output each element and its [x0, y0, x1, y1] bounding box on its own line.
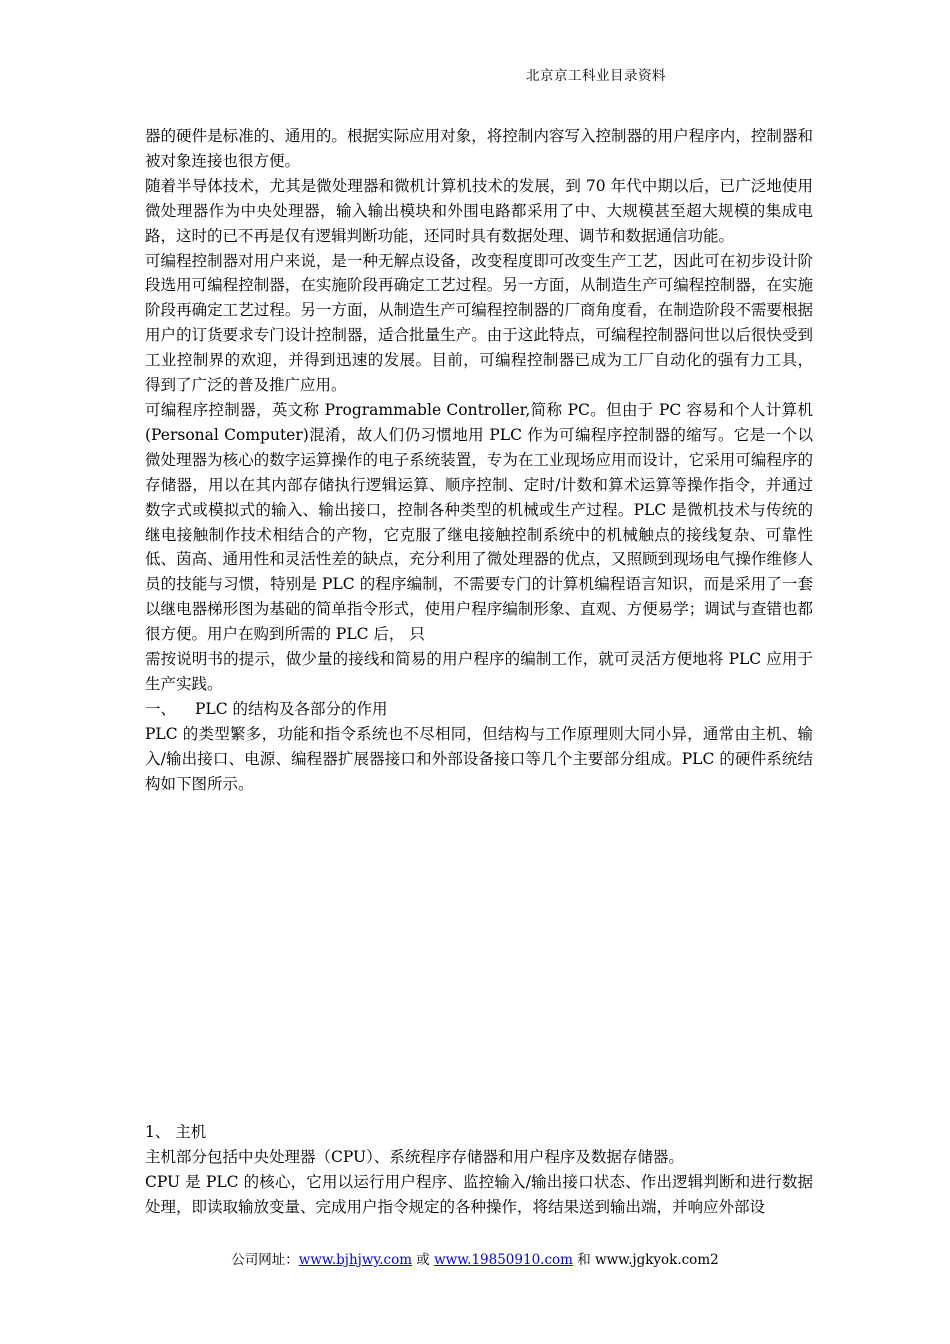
subsection-heading: 1、 主机 — [145, 1123, 207, 1141]
page-footer — [0, 1248, 950, 1268]
section-body: PLC 的类型繁多，功能和指令系统也不尽相同，但结构与工作原理则大同小异，通常由主机、输入/输出接口、电源、编程器扩展器接口和外部设备接口等几个主要部分组成。PLC 的硬件系统结构如下图所示。 — [145, 724, 813, 793]
footer-suffix: 和 www.jgkyok.com2 — [572, 1252, 719, 1268]
section-host — [145, 1120, 813, 1220]
footer-or: 或 — [412, 1252, 435, 1268]
page-header: 北京京工科业目录资料 — [526, 68, 666, 84]
paragraph-1: 器的硬件是标准的、通用的。根据实际应用对象，将控制内容写入控制器的用户程序内，控制器和被对象连接也很方便。 — [145, 127, 813, 170]
paragraph-2: 随着半导体技术，尤其是微处理器和微机计算机技术的发展，到 70 年代中期以后，已广泛地使用微处理器作为中央处理器，输入输出模块和外围电路都采用了中、大规模甚至超大规模的集成电路，这时的已不再是仅有逻辑判断功能，还同时具有数据处理、调节和数据通信功能。 — [145, 176, 813, 245]
paragraph-4: 可编程序控制器，英文称 Programmable Controller,简称 PC。但由于 PC 容易和个人计算机(Personal Computer)混淆，故人们仍习惯地用 PLC 作为可编程序控制器的缩写。它是一个以微处理器为核心的数字运算操作的电子系统装置，专为在工业现场应用而设计，它采用可编程序的存储器，用以在其内部存储执行逻辑运算、顺序控制、定时/计数和算术运算等操作指令，并通过数字式或模拟式的输入、输出接口，控制各种类型的机械或生产过程。PLC 是微机技术与传统的继电接触制作技术相结合的产物，它克服了继电接触控制系统中的机械触点的接线复杂、可靠性低、茵高、通用性和灵活性差的缺点，充分利用了微处理器的优点，又照顾到现场电气操作维修人员的技能与习惯，特别是 PLC 的程序编制，不需要专门的计算机编程语言知识，而是采用了一套以继电器梯形图为基础的简单指令形式，使用户程序编制形象、直观、方便易学；调试与查错也都很方便。用户在购到所需的 PLC 后， 只 — [145, 400, 813, 644]
paragraph-5: 需按说明书的提示，做少量的接线和简易的用户程序的编制工作，就可灵活方便地将 PLC 应用于生产实践。 — [145, 650, 813, 693]
footer-link-1[interactable]: www.bjhjwy.com — [298, 1252, 412, 1268]
section-number: 一、 — [145, 699, 177, 718]
subsection-paragraph-2: CPU 是 PLC 的核心，它用以运行用户程序、监控输入/输出接口状态、作出逻辑判断和进行数据处理，即读取输放变量、完成用户指令规定的各种操作，将结果送到输出端，并响应外部设 — [145, 1172, 813, 1216]
section-heading — [145, 697, 813, 722]
footer-prefix: 公司网址： — [231, 1252, 299, 1268]
subsection-paragraph-1: 主机部分包括中央处理器（CPU）、系统程序存储器和用户程序及数据存储器。 — [145, 1147, 684, 1166]
body-text — [145, 124, 813, 796]
footer-link-2[interactable]: www.19850910.com — [434, 1252, 573, 1268]
section-title: PLC 的结构及各部分的作用 — [195, 699, 388, 718]
paragraph-3: 可编程控制器对用户来说，是一种无解点设备，改变程度即可改变生产工艺，因此可在初步设计阶段选用可编程控制器，在实施阶段再确定工艺过程。另一方面，从制造生产可编程控制器，在实施阶段再确定工艺过程。另一方面，从制造生产可编程控制器的厂商角度看，在制造阶段不需要根据用户的订货要求专门设计控制器，适合批量生产。由于这此特点，可编程控制器问世以后很快受到工业控制界的欢迎，并得到迅速的发展。目前，可编程控制器已成为工厂自动化的强有力工具， 得到了广泛的普及推广应用。 — [145, 251, 813, 395]
